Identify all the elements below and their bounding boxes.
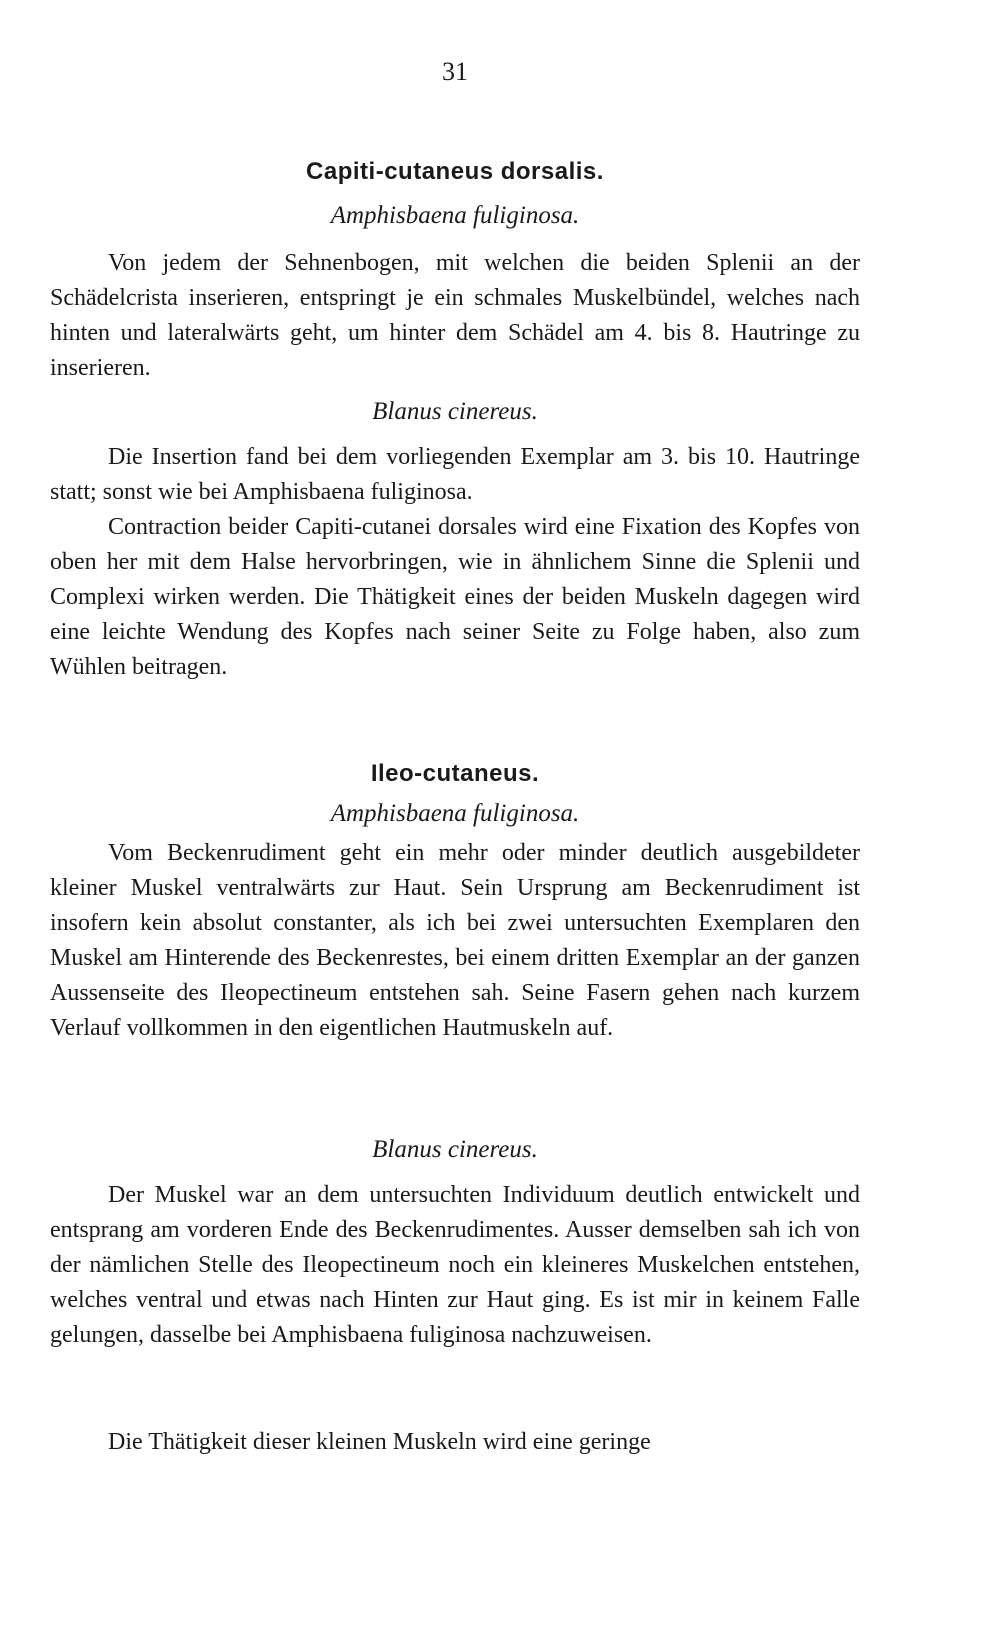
species-heading: Amphisbaena fuliginosa. — [330, 800, 580, 827]
species-heading: Blanus cinereus. — [372, 398, 538, 425]
page-number: 31 — [442, 57, 468, 86]
paragraph: Die Insertion fand bei dem vorliegenden Exemplar am 3. bis 10. Hautringe statt; sonst wie bei Amphisbaena fuliginosa. — [50, 444, 860, 505]
paragraph: Contraction beider Capiti-cutanei dorsales wird eine Fixation des Kopfes von oben her mit dem Halse hervorbringen, wie in ähnlichem Sinne die Splenii und Complexi wirken werden. Die Thätigkeit eines der beiden Muskeln dagegen wird eine leichte Wendung des Kopfes nach seiner Seite zu Folge haben, also zum Wühlen beitragen. — [50, 514, 860, 680]
paragraph: Vom Beckenrudiment geht ein mehr oder minder deutlich ausgebildeter kleiner Muskel ventralwärts zur Haut. Sein Ursprung am Beckenrudiment ist insofern kein absolut constanter, als ich bei zwei untersuchten Exemplaren den Muskel am Hinterende des Beckenrestes, bei einem dritten Exemplar an der ganzen Aussenseite des Ileopectineum entstehen sah. Seine Fasern gehen nach kurzem Verlauf vollkommen in den eigentlichen Hautmuskeln auf. — [50, 840, 860, 1041]
book-page — [50, 0, 860, 1643]
paragraph: Der Muskel war an dem untersuchten Individuum deutlich entwickelt und entsprang am vorderen Ende des Beckenrudimentes. Ausser demselben sah ich von der nämlichen Stelle des Ileopectineum noch ein kleineres Muskelchen entstehen, welches ventral und etwas nach Hinten zur Haut ging. Es ist mir in keinem Falle gelungen, dasselbe bei Amphisbaena fuliginosa nachzuweisen. — [50, 1182, 860, 1348]
section-heading-ileo-cutaneus: Ileo-cutaneus. — [370, 760, 540, 787]
species-heading: Amphisbaena fuliginosa. — [330, 202, 580, 229]
paragraph: Von jedem der Sehnenbogen, mit welchen die beiden Splenii an der Schädelcrista inserieren, entspringt je ein schmales Muskelbündel, welches nach hinten und lateralwärts geht, um hinter dem Schädel am 4. bis 8. Hautringe zu inserieren. — [50, 250, 860, 381]
species-heading: Blanus cinereus. — [372, 1136, 538, 1163]
section-heading-capiti-cutaneus: Capiti-cutaneus dorsalis. — [306, 158, 604, 185]
paragraph: Die Thätigkeit dieser kleinen Muskeln wird eine geringe — [108, 1429, 651, 1455]
